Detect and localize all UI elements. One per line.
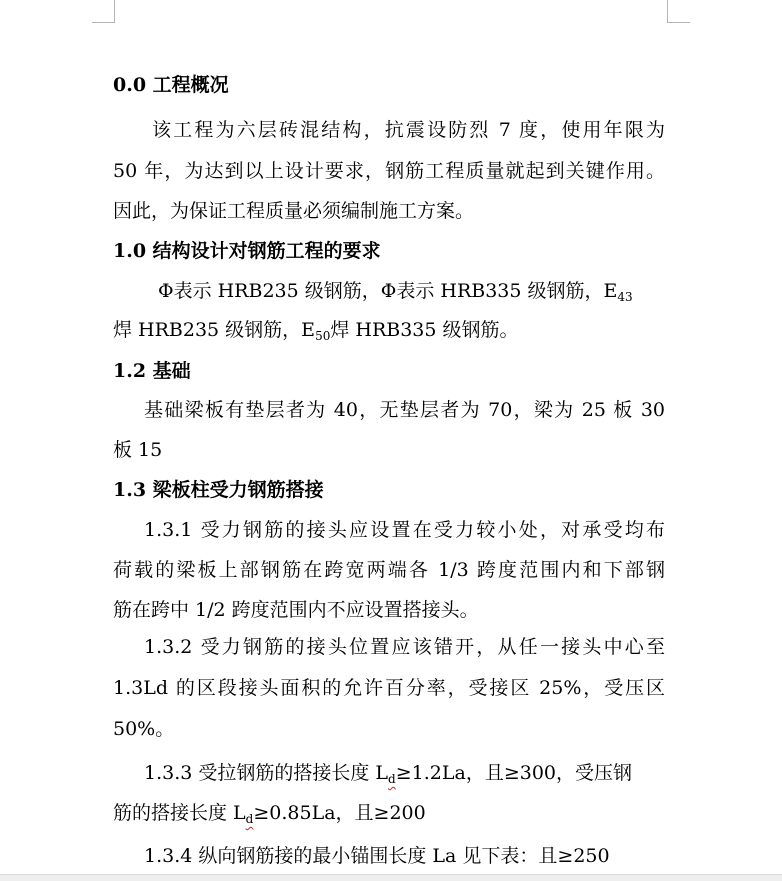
margin-corner-mark-top-right <box>667 0 690 23</box>
paragraph-line: 50 年，为达到以上设计要求，钢筋工程质量就起到关键作用。 <box>113 160 665 182</box>
text-run: 筋的搭接长度 L <box>113 802 246 824</box>
text-run: ≥0.85La，且≥200 <box>253 802 426 824</box>
paragraph-line: 基础梁板有垫层者为 40，无垫层者为 70，梁为 25 板 30 <box>144 399 665 421</box>
text-run: Φ表示 HRB235 级钢筋，Φ表示 HRB335 级钢筋，E <box>158 280 618 302</box>
heading-1-2: 1.2 基础 <box>113 360 191 382</box>
paragraph-line <box>113 318 519 342</box>
paragraph-line: 该工程为六层砖混结构，抗震设防烈 7 度，使用年限为 <box>152 119 665 141</box>
subscript: 50 <box>315 329 331 343</box>
paragraph-line: 1.3.1 受力钢筋的接头应设置在受力较小处，对承受均布 <box>144 519 665 541</box>
subscript: d <box>388 772 396 786</box>
heading-1-3: 1.3 梁板柱受力钢筋搭接 <box>113 479 324 501</box>
subscript: 43 <box>617 290 633 304</box>
paragraph-line <box>144 761 632 785</box>
paragraph-line <box>113 801 426 825</box>
paragraph-line <box>158 279 633 303</box>
subscript: d <box>245 812 254 826</box>
paragraph-line: 荷载的梁板上部钢筋在跨宽两端各 1/3 跨度范围内和下部钢 <box>113 559 665 581</box>
heading-1-0: 1.0 结构设计对钢筋工程的要求 <box>113 240 381 262</box>
paragraph-line: 1.3Ld 的区段接头面积的允许百分率，受接区 25%，受压区 <box>113 677 665 699</box>
paragraph-line: 1.3.4 纵向钢筋接的最小锚围长度 La 见下表：且≥250 <box>144 845 610 867</box>
text-run: 焊 HRB235 级钢筋，E <box>113 319 316 341</box>
paragraph-line: 因此，为保证工程质量必须编制施工方案。 <box>113 200 475 222</box>
text-run: ≥1.2La，且≥300，受压钢 <box>395 762 633 784</box>
text-run: 焊 HRB335 级钢筋。 <box>330 319 519 341</box>
paragraph-line: 50%。 <box>113 718 175 740</box>
paragraph-line: 1.3.2 受力钢筋的接头位置应该错开，从任一接头中心至 <box>144 636 665 658</box>
margin-corner-mark-top-left <box>92 0 115 23</box>
heading-0-0: 0.0 工程概况 <box>113 74 229 96</box>
paragraph-line: 筋在跨中 1/2 跨度范围内不应设置搭接头。 <box>113 599 479 621</box>
text-run: 1.3.3 受拉钢筋的搭接长度 L <box>144 762 389 784</box>
paragraph-line: 板 15 <box>113 439 163 461</box>
